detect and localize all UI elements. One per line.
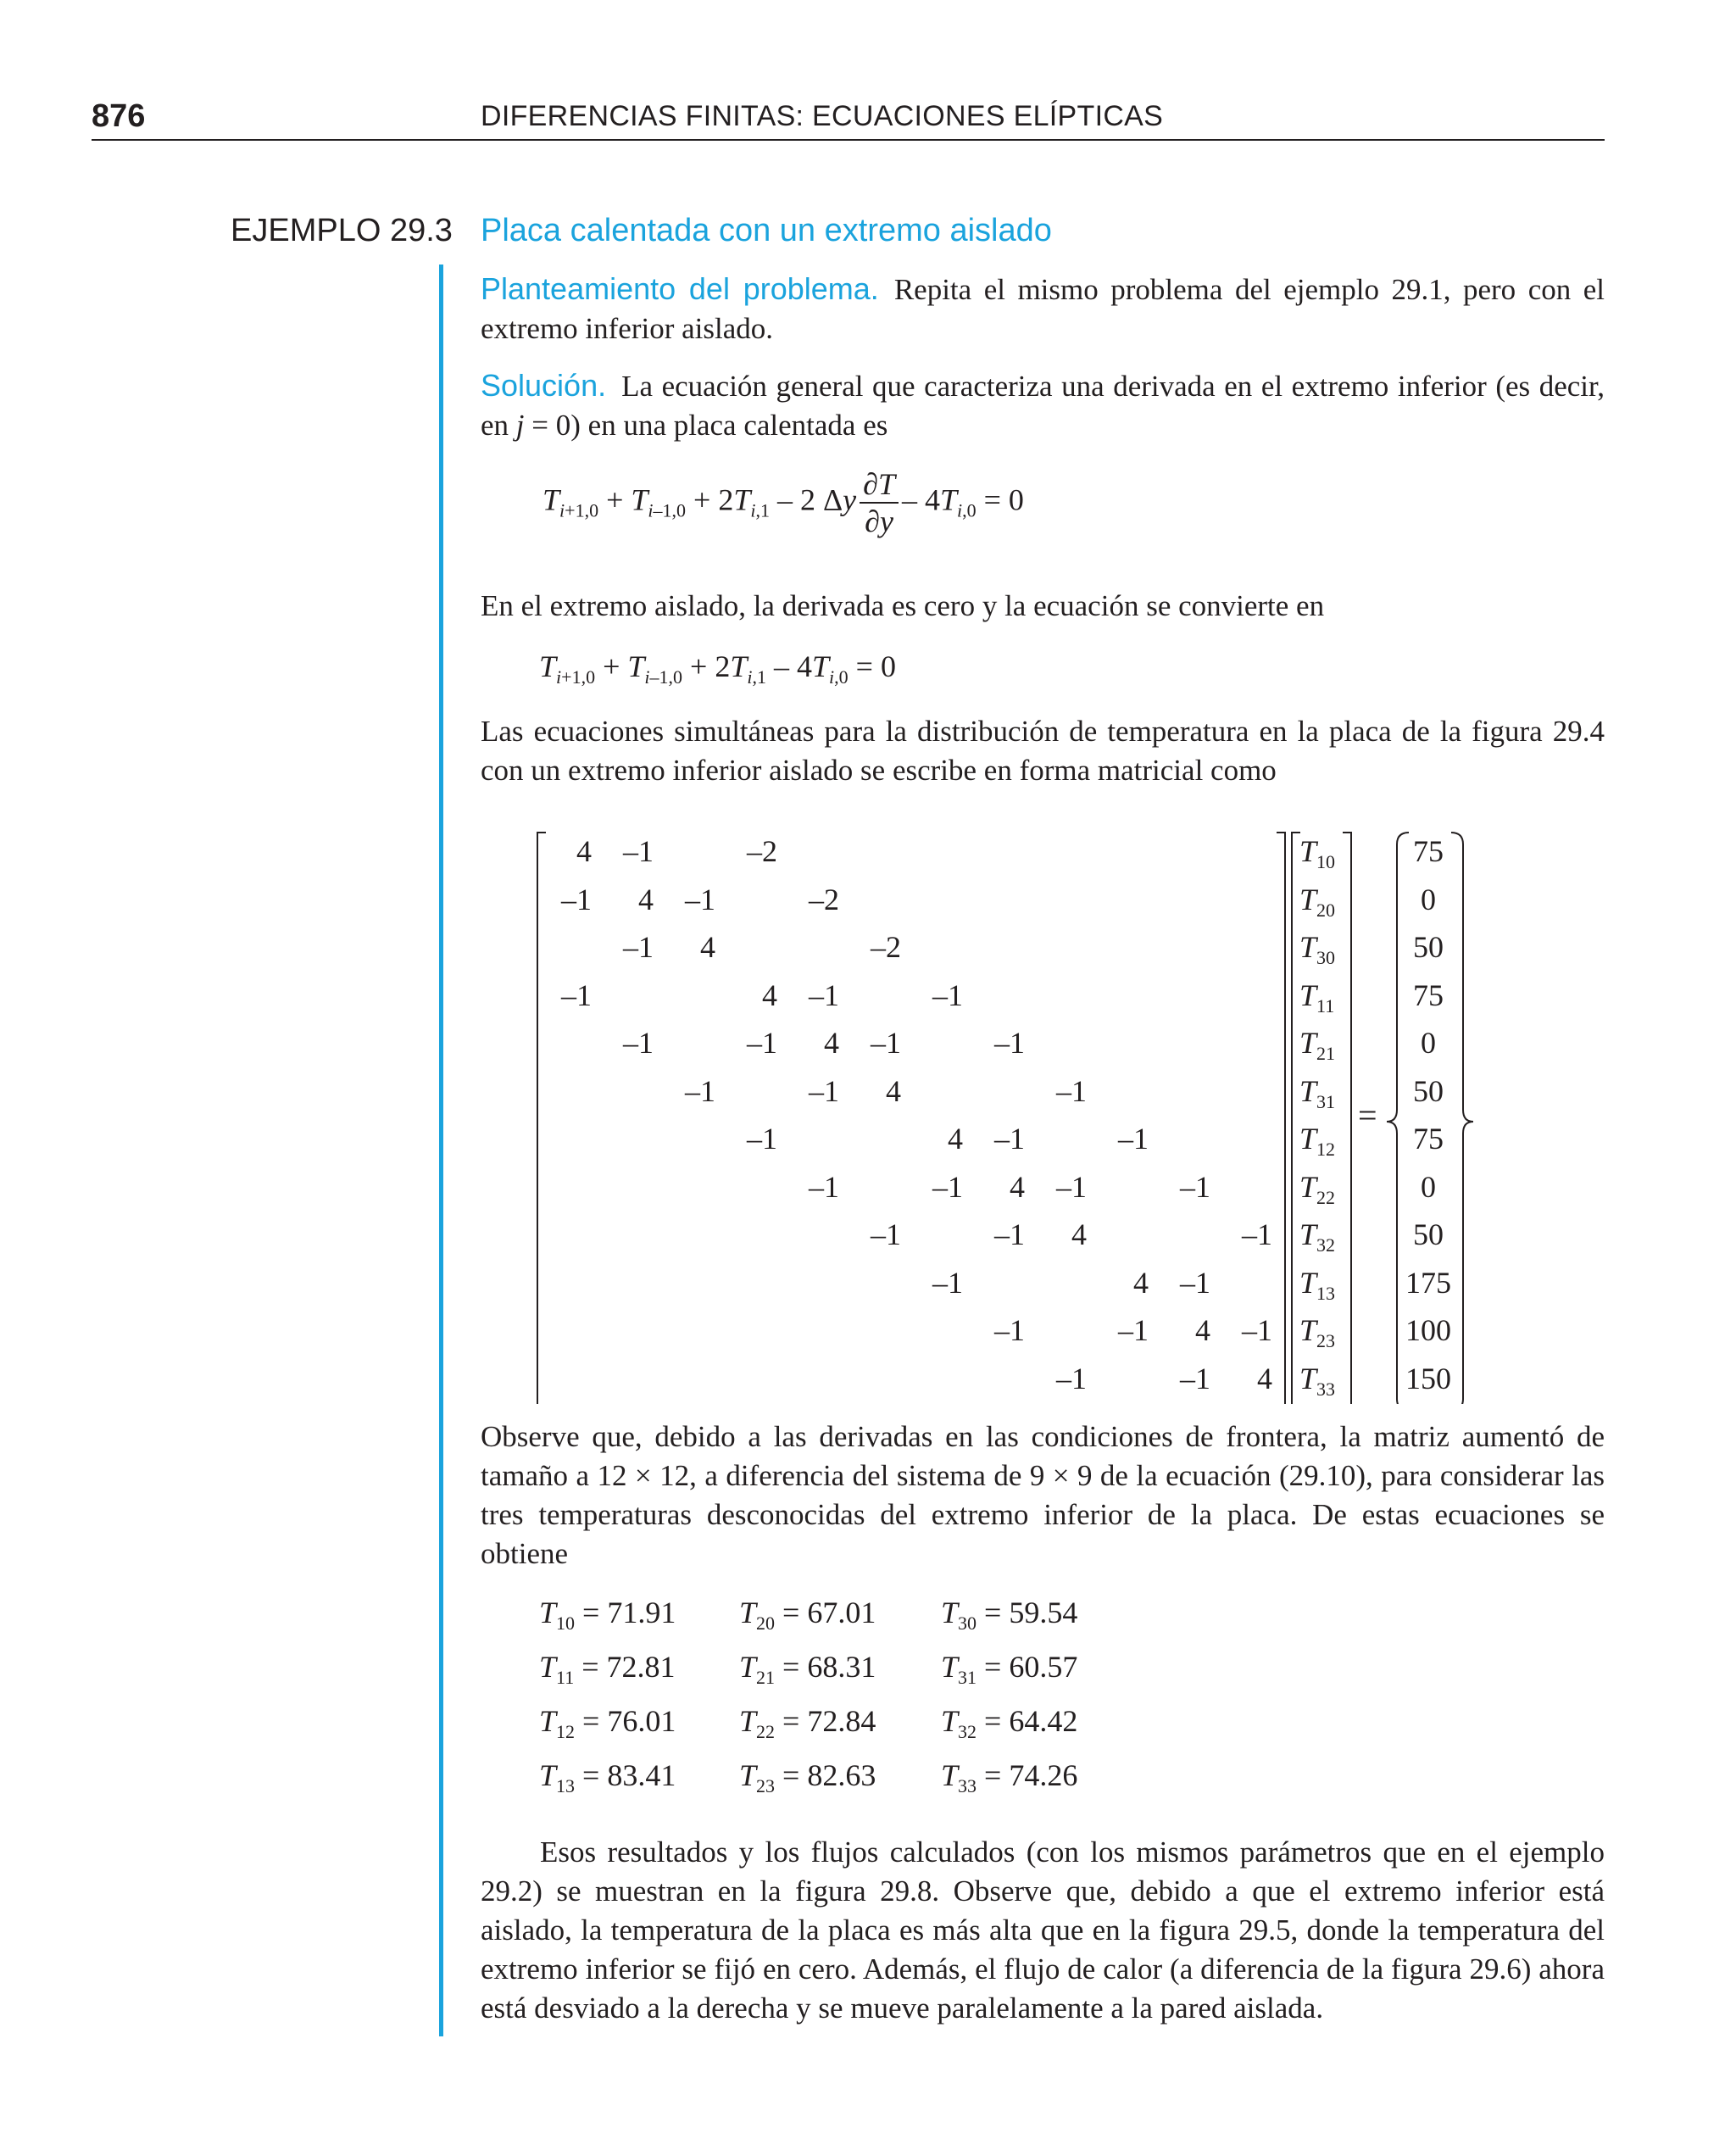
rhs-entry: 0 <box>1421 882 1436 916</box>
example-label: EJEMPLO 29.3 <box>231 213 453 248</box>
matrix-entry: 4 <box>762 978 777 1012</box>
matrix-entry: 4 <box>700 930 715 964</box>
matrix-entry: 4 <box>1133 1265 1149 1300</box>
matrix-entry: –1 <box>932 1265 963 1300</box>
result-entry: $T_{22} = 72.84$ <box>739 1704 876 1742</box>
equation1-tail: = 0 <box>983 482 1024 517</box>
matrix-entry: 4 <box>824 1026 839 1060</box>
matrix-entry: 4 <box>1071 1217 1087 1251</box>
observe-paragraph: Observe que, debido a las derivadas en las condiciones de frontera, la matriz aumentó de tamaño a 12 × 12, a diferencia del sistema de 9 × 9 de la ecuación (29.10), para considerar las tres temperaturas desconocidas del extremo inferior de la placa. De estas ecuaciones se obtiene <box>481 1420 1605 1570</box>
solution-text-b: = 0) en una placa calentada es <box>524 409 888 442</box>
matrix-entry: 4 <box>576 834 592 868</box>
rhs-entry: 0 <box>1421 1169 1436 1204</box>
example-sidebar-rule <box>439 265 443 2036</box>
page-header <box>92 95 1605 141</box>
matrix-entry: –1 <box>932 978 963 1012</box>
problem-text: Repita el mismo problema del ejemplo 29.1, pero con el extremo inferior aislado. <box>481 273 1605 345</box>
matrix-entry: 4 <box>886 1073 901 1108</box>
result-entry: $T_{33} = 74.26$ <box>941 1758 1078 1796</box>
unknown-entry: $T_{11}$ <box>1299 978 1335 1017</box>
result-entry: $T_{31} = 60.57$ <box>941 1650 1078 1688</box>
solution-paragraph <box>481 366 1605 445</box>
equation2-tail: = 0 <box>855 649 896 683</box>
matrix-entry: –1 <box>809 978 839 1012</box>
derivative-denominator: ∂y <box>865 504 893 538</box>
problem-lead: Planteamiento del problema. <box>481 271 879 306</box>
unknown-entry: $T_{22}$ <box>1299 1169 1336 1208</box>
matrix-entry: –1 <box>871 1217 901 1251</box>
matrix-entry: –1 <box>747 1026 777 1060</box>
result-entry: $T_{30} = 59.54$ <box>941 1596 1078 1634</box>
unknown-entry: $T_{21}$ <box>1299 1026 1336 1064</box>
equation-general: $T_{i+1,0} + T_{i-1,0} + 2T_{i,1} - 2$ Δy $\frac{\partial T}{\partial y}$ – $4T_{i,0} = 0$ <box>542 467 1024 538</box>
example-title: Placa calentada con un extremo aislado <box>481 213 1052 248</box>
matrix-entry: –1 <box>994 1026 1025 1060</box>
solution-j: j <box>515 409 525 442</box>
result-entry: $T_{11} = 72.81$ <box>539 1650 676 1688</box>
matrix-entry: –1 <box>623 1026 654 1060</box>
running-title: DIFERENCIAS FINITAS: ECUACIONES ELÍPTICAS <box>481 100 1164 132</box>
matrix-entry: –2 <box>809 882 839 916</box>
matrix-entry: –1 <box>809 1169 839 1204</box>
matrix-entry: –1 <box>809 1073 839 1108</box>
matrix-entry: –1 <box>1056 1361 1087 1395</box>
rhs-entry: 75 <box>1413 834 1444 868</box>
rhs-entry: 50 <box>1413 1217 1444 1251</box>
matrix-entry: –1 <box>623 834 654 868</box>
matrix-left-bracket <box>537 833 546 1404</box>
matrix-entry: –1 <box>932 1169 963 1204</box>
matrix-entry: –1 <box>561 978 592 1012</box>
matrix-entry: 4 <box>948 1122 963 1156</box>
matrix-entry: –1 <box>1242 1217 1272 1251</box>
result-entry: $T_{10} = 71.91$ <box>539 1596 676 1634</box>
matrix-entry: –1 <box>561 882 592 916</box>
matrix-equation <box>534 827 1483 1404</box>
page-number: 876 <box>92 98 146 134</box>
result-entry: $T_{13} = 83.41$ <box>539 1758 676 1796</box>
rhs-entry: 75 <box>1413 978 1444 1012</box>
matrix-entry: –1 <box>623 930 654 964</box>
problem-paragraph <box>481 270 1605 348</box>
rhs-entry: 50 <box>1413 1073 1444 1108</box>
result-entry: $T_{12} = 76.01$ <box>539 1704 676 1742</box>
rhs-entry: 75 <box>1413 1122 1444 1156</box>
matrix-entry: –1 <box>871 1026 901 1060</box>
unknown-entry: $T_{12}$ <box>1299 1122 1336 1160</box>
unknown-entry: $T_{23}$ <box>1299 1313 1336 1351</box>
matrix-entry: 4 <box>1257 1361 1272 1395</box>
unknown-entry: $T_{31}$ <box>1299 1073 1336 1112</box>
result-entry: $T_{21} = 68.31$ <box>739 1650 876 1688</box>
matrix-entry: –1 <box>994 1313 1025 1347</box>
matrix-entry: –1 <box>747 1122 777 1156</box>
result-entry: $T_{20} = 67.01$ <box>739 1596 876 1634</box>
result-entry: $T_{23} = 82.63$ <box>739 1758 876 1796</box>
matrix-entry: –1 <box>685 882 715 916</box>
matrix-entry: –1 <box>994 1217 1025 1251</box>
matrix-intro-paragraph: Las ecuaciones simultáneas para la distribución de temperatura en la placa de la figura 29.4 con un extremo inferior aislado se escribe en forma matricial como <box>481 715 1605 787</box>
rhs-entry: 0 <box>1421 1026 1436 1060</box>
derivative-fraction <box>860 466 899 539</box>
rhs-entry: 100 <box>1405 1313 1451 1347</box>
matrix-entry: –1 <box>1056 1073 1087 1108</box>
equation-insulated: $T_{i+1,0} + T_{i-1,0} + 2T_{i,1} - 4T_{i,0} = 0$ <box>539 649 896 688</box>
matrix-entry: –1 <box>1118 1122 1149 1156</box>
matrix-entry: 4 <box>638 882 654 916</box>
vector-right-bracket <box>1343 833 1351 1404</box>
derivative-numerator: ∂T <box>860 466 899 504</box>
result-entry: $T_{32} = 64.42$ <box>941 1704 1078 1742</box>
matrix-entry: –1 <box>1180 1265 1210 1300</box>
unknown-entry: $T_{10}$ <box>1299 834 1336 872</box>
matrix-equals: = <box>1358 1096 1377 1134</box>
matrix-entry: –1 <box>1118 1313 1149 1347</box>
matrix-entry: –1 <box>1180 1361 1210 1395</box>
matrix-entry: –1 <box>685 1073 715 1108</box>
rhs-entry: 50 <box>1413 930 1444 964</box>
matrix-right-bracket <box>1277 833 1285 1404</box>
unknown-entry: $T_{32}$ <box>1299 1217 1336 1256</box>
rhs-entry: 175 <box>1405 1265 1451 1300</box>
matrix-entry: –1 <box>1180 1169 1210 1204</box>
matrix-entry: –1 <box>1056 1169 1087 1204</box>
matrix-entry: –2 <box>747 834 777 868</box>
matrix-entry: 4 <box>1010 1169 1025 1204</box>
matrix-entry: –1 <box>994 1122 1025 1156</box>
unknown-entry: $T_{20}$ <box>1299 882 1336 921</box>
insulated-paragraph: En el extremo aislado, la derivada es cero y la ecuación se convierte en <box>481 589 1325 622</box>
unknown-entry: $T_{33}$ <box>1299 1361 1336 1400</box>
solution-text-a: La ecuación general que caracteriza una derivada en el extremo inferior (es decir, en <box>481 370 1605 442</box>
unknown-entry: $T_{30}$ <box>1299 930 1336 968</box>
rhs-entry: 150 <box>1405 1361 1451 1395</box>
final-paragraph: Esos resultados y los flujos calculados (con los mismos parámetros que en el ejemplo 29.2) se muestran en la figura 29.8. Observe que, debido a que el extremo inferior está aislado, la temperatura de la placa es más alta que en la figura 29.5, donde la temperatura del extremo inferior se fijó en cero. Además, el flujo de calor (a diferencia de la figura 29.6) ahora está desviado a la derecha y se mueve paralelamente a la pared aislada. <box>481 1835 1605 2025</box>
unknown-entry: $T_{13}$ <box>1299 1265 1336 1304</box>
solution-lead: Solución. <box>481 368 607 403</box>
matrix-entry: –2 <box>871 930 901 964</box>
matrix-entry: 4 <box>1195 1313 1210 1347</box>
matrix-entry: –1 <box>1242 1313 1272 1347</box>
